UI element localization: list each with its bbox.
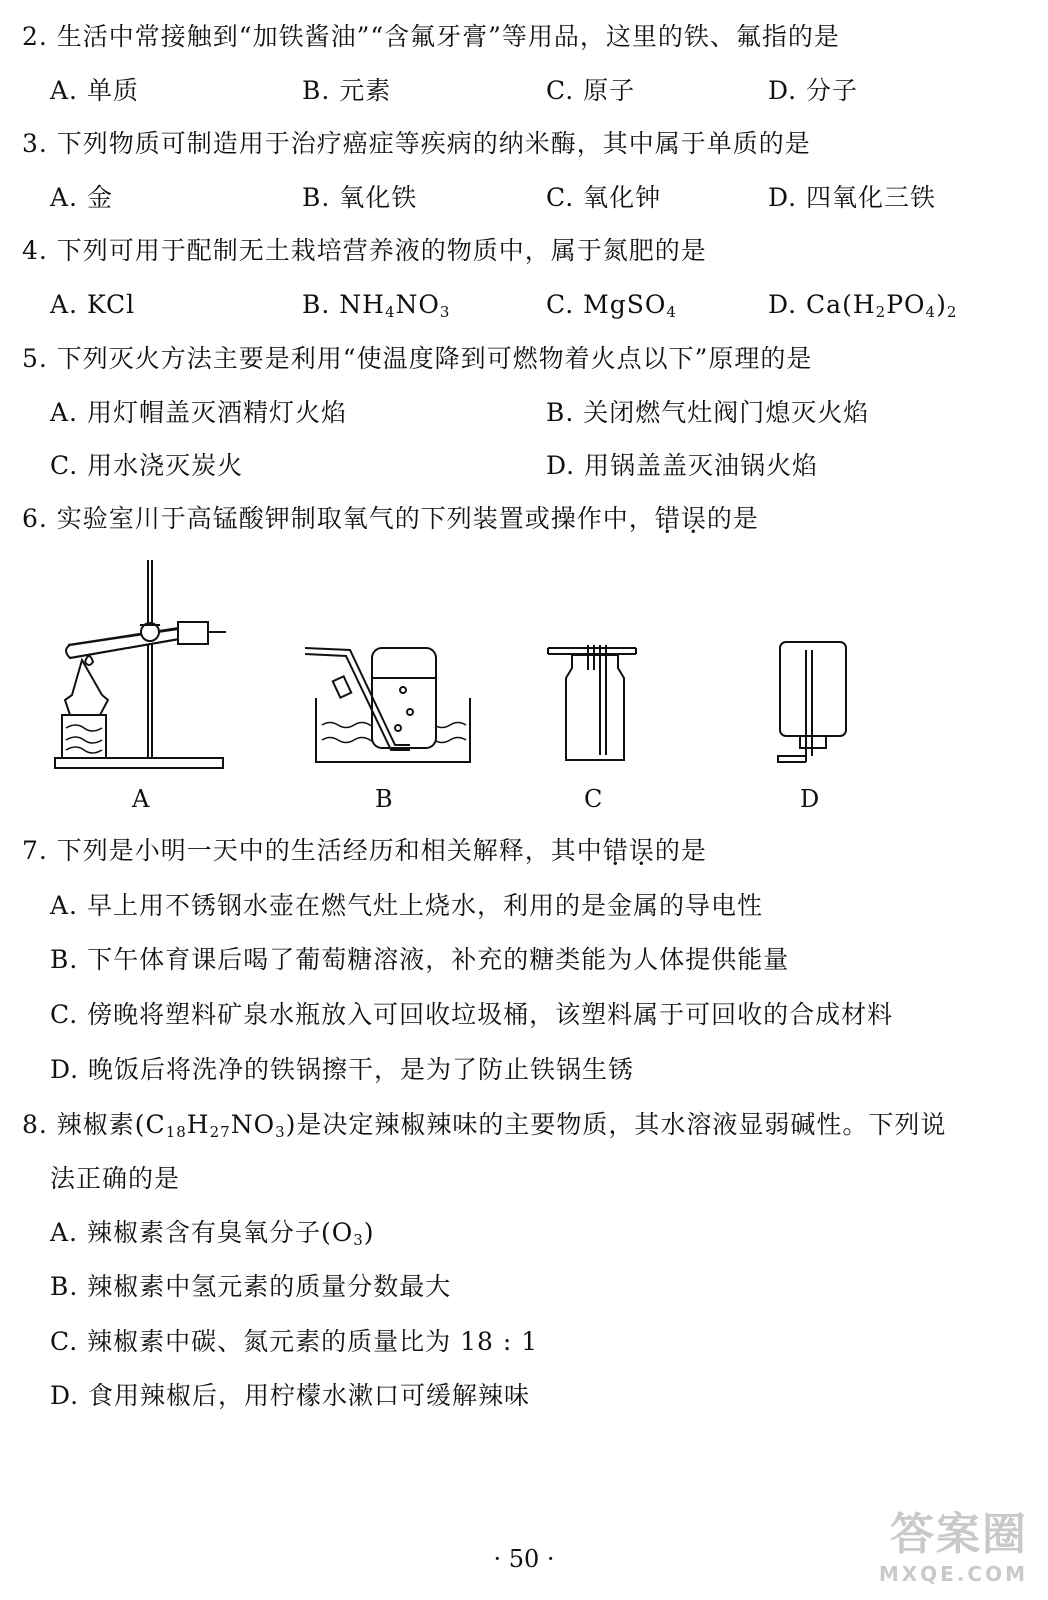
q5-stem: 5. 下列灭火方法主要是利用“使温度降到可燃物着火点以下”原理的是	[22, 344, 813, 373]
figure-label-a: A	[132, 785, 150, 813]
emphasis-char: 错	[602, 836, 629, 865]
q7-stem: 7. 下列是小明一天中的生活经历和相关解释，其中错误的是	[22, 834, 707, 868]
q7-option-b: B. 下午体育课后喝了葡萄糖溶液，补充的糖类能为人体提供能量	[50, 945, 790, 974]
q8-option-a: A. 辣椒素含有臭氧分子$(O_3)$	[50, 1218, 375, 1249]
apparatus-figure	[0, 550, 1048, 780]
q7-option-c: C. 傍晚将塑料矿泉水瓶放入可回收垃圾桶，该塑料属于可回收的合成材料	[50, 1000, 894, 1029]
q4-option-c: C. MgSO$_4$	[546, 290, 677, 321]
q7-option-a: A. 早上用不锈钢水壶在燃气灶上烧水，利用的是金属的导电性	[50, 891, 763, 920]
emphasis-char: 误	[680, 504, 707, 533]
q4-stem: 4. 下列可用于配制无土栽培营养液的物质中，属于氮肥的是	[22, 236, 707, 265]
q2-option-a: A. 单质	[50, 76, 139, 105]
q2-option-c: C. 原子	[546, 76, 636, 105]
q5-option-d: D. 用锅盖盖灭油锅火焰	[546, 451, 819, 480]
apparatus-b-water-trough	[305, 648, 470, 762]
q3-option-c: C. 氧化钟	[546, 183, 662, 212]
q3-stem: 3. 下列物质可制造用于治疗癌症等疾病的纳米酶，其中属于单质的是	[22, 129, 811, 158]
q5-option-a: A. 用灯帽盖灭酒精灯火焰	[50, 398, 347, 427]
q8-stem-line2: 法正确的是	[50, 1164, 181, 1193]
q8-option-d: D. 食用辣椒后，用柠檬水漱口可缓解辣味	[50, 1381, 531, 1410]
apparatus-a-heating-tube	[55, 560, 226, 768]
q8-stem: 8. 辣椒素$(C_{18}H_{27}NO_3)$是决定辣椒辣味的主要物质，其水溶液显弱碱性。下列说	[22, 1110, 947, 1141]
figure-label-d: D	[800, 785, 820, 813]
q4-option-d: D. $Ca(H_2PO_4)_2$	[768, 290, 958, 321]
emphasis-char: 误	[628, 836, 655, 865]
apparatus-d-inverted-bottle	[778, 642, 846, 762]
watermark: 答案圈 MXQE.COM	[878, 1509, 1028, 1586]
q2-option-b: B. 元素	[302, 76, 392, 105]
q4-option-b: B. $NH_4NO_3$	[302, 290, 451, 321]
q4-option-a: A. KCl	[50, 290, 136, 319]
q5-option-c: C. 用水浇灭炭火	[50, 451, 244, 480]
q8-option-b: B. 辣椒素中氢元素的质量分数最大	[50, 1272, 452, 1301]
emphasis-char: 错	[654, 504, 681, 533]
q2-option-d: D. 分子	[768, 76, 859, 105]
apparatus-c-gas-bottle	[548, 645, 636, 760]
q7-option-d: D. 晚饭后将洗净的铁锅擦干，是为了防止铁锅生锈	[50, 1055, 635, 1084]
q3-option-b: B. 氧化铁	[302, 183, 418, 212]
q5-option-b: B. 关闭燃气灶阀门熄灭火焰	[546, 398, 870, 427]
figure-label-c: C	[584, 785, 603, 813]
q3-option-d: D. 四氧化三铁	[768, 183, 937, 212]
q2-stem: 2. 生活中常接触到“加铁酱油”“含氟牙膏”等用品，这里的铁、氟指的是	[22, 22, 840, 51]
q8-option-c: C. 辣椒素中碳、氮元素的质量比为 18 : 1	[50, 1327, 539, 1356]
page-number: · 50 ·	[493, 1545, 555, 1573]
figure-label-b: B	[375, 785, 393, 813]
q6-stem: 6. 实验室川于高锰酸钾制取氧气的下列装置或操作中，错误的是	[22, 502, 759, 536]
q3-option-a: A. 金	[50, 183, 113, 212]
